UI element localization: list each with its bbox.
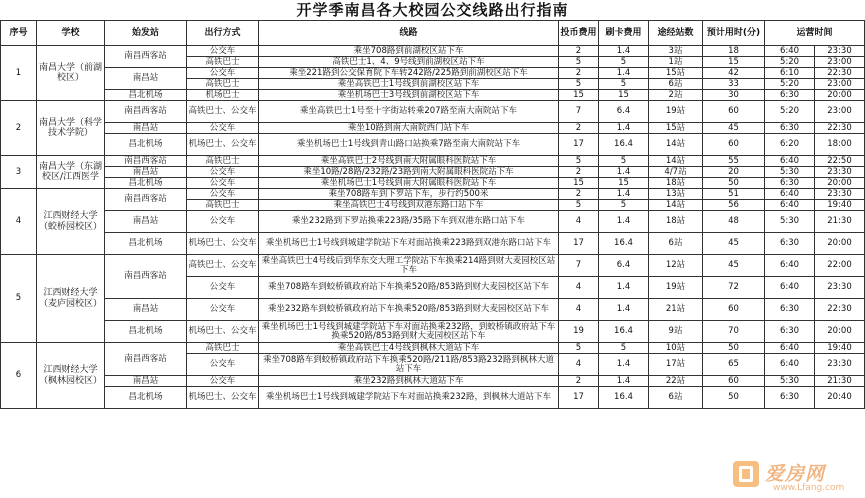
cell-route: 乘坐708路车到下罗站下车，步行约500米 <box>259 189 559 200</box>
cell-end: 22:50 <box>815 156 865 167</box>
table-row <box>1 376 865 387</box>
cell-time: 51 <box>703 189 765 200</box>
cell-card: 1.4 <box>599 189 649 200</box>
cell-mode: 高铁巴士 <box>187 343 259 354</box>
table-row <box>1 343 865 354</box>
cell-time: 33 <box>703 79 765 90</box>
cell-mode: 公交车 <box>187 123 259 134</box>
cell-mode: 公交车 <box>187 68 259 79</box>
cell-time: 42 <box>703 68 765 79</box>
cell-route: 乘坐高铁巴士4号线到枫林大道站下车 <box>259 343 559 354</box>
cell-start: 6:20 <box>765 134 815 156</box>
cell-end: 23:00 <box>815 79 865 90</box>
cell-end: 18:00 <box>815 134 865 156</box>
cell-mode: 公交车 <box>187 167 259 178</box>
cell-fare: 4 <box>559 277 599 299</box>
cell-fare: 17 <box>559 387 599 409</box>
cell-start: 6:40 <box>765 343 815 354</box>
cell-stops: 17站 <box>649 354 703 376</box>
cell-origin: 南昌站 <box>105 211 187 233</box>
cell-stops: 19站 <box>649 277 703 299</box>
cell-card: 6.4 <box>599 255 649 277</box>
cell-route: 乘坐机场巴士1号线到城建学院站下车对面站换乘232路，到枫林大道站下车 <box>259 387 559 409</box>
cell-end: 19:40 <box>815 343 865 354</box>
cell-fare: 2 <box>559 376 599 387</box>
cell-fare: 4 <box>559 299 599 321</box>
cell-route: 乘坐221路到公交保育院下车转242路/225路到前湖校区站下车 <box>259 68 559 79</box>
cell-card: 15 <box>599 90 649 101</box>
cell-time: 20 <box>703 167 765 178</box>
cell-origin: 昌北机场 <box>105 233 187 255</box>
table-row <box>1 211 865 233</box>
cell-origin: 南昌西客站 <box>105 156 187 167</box>
cell-end: 20:00 <box>815 233 865 255</box>
cell-mode: 高铁巴士 <box>187 200 259 211</box>
cell-time: 45 <box>703 123 765 134</box>
table-row <box>1 189 865 200</box>
header-hours: 运营时间 <box>765 21 865 46</box>
cell-seq: 2 <box>1 101 37 156</box>
cell-stops: 18站 <box>649 211 703 233</box>
cell-mode: 公交车 <box>187 189 259 200</box>
cell-time: 56 <box>703 200 765 211</box>
cell-start: 6:30 <box>765 387 815 409</box>
cell-stops: 1站 <box>649 57 703 68</box>
cell-seq: 1 <box>1 46 37 101</box>
cell-start: 5:20 <box>765 57 815 68</box>
cell-fare: 5 <box>559 57 599 68</box>
cell-route: 乘坐机场巴士1号线到青山路口站换乘7路至南大南院站下车 <box>259 134 559 156</box>
cell-seq: 3 <box>1 156 37 189</box>
cell-mode: 公交车 <box>187 299 259 321</box>
cell-start: 6:10 <box>765 68 815 79</box>
cell-stops: 22站 <box>649 376 703 387</box>
cell-stops: 9站 <box>649 321 703 343</box>
cell-end: 23:00 <box>815 57 865 68</box>
header-origin: 始发站 <box>105 21 187 46</box>
cell-stops: 19站 <box>649 101 703 123</box>
cell-origin: 南昌站 <box>105 167 187 178</box>
cell-stops: 2站 <box>649 90 703 101</box>
cell-origin: 昌北机场 <box>105 178 187 189</box>
cell-mode: 公交车 <box>187 354 259 376</box>
cell-card: 1.4 <box>599 354 649 376</box>
table-row <box>1 321 865 343</box>
cell-end: 23:30 <box>815 167 865 178</box>
cell-start: 6:40 <box>765 277 815 299</box>
header-fare: 投币费用 <box>559 21 599 46</box>
cell-fare: 19 <box>559 321 599 343</box>
cell-card: 15 <box>599 178 649 189</box>
cell-end: 23:30 <box>815 354 865 376</box>
cell-start: 6:40 <box>765 46 815 57</box>
cell-time: 60 <box>703 299 765 321</box>
cell-time: 48 <box>703 211 765 233</box>
cell-time: 50 <box>703 178 765 189</box>
page-title: 开学季南昌各大校园公交线路出行指南 <box>296 1 569 19</box>
cell-route: 高铁巴士1、4、9号线到前湖校区站下车 <box>259 57 559 68</box>
cell-start: 5:20 <box>765 79 815 90</box>
cell-mode: 机场巴士、公交车 <box>187 233 259 255</box>
cell-start: 6:30 <box>765 233 815 255</box>
cell-mode: 机场巴士、公交车 <box>187 134 259 156</box>
cell-origin: 南昌西客站 <box>105 189 187 211</box>
cell-stops: 18站 <box>649 178 703 189</box>
cell-mode: 公交车 <box>187 376 259 387</box>
cell-stops: 10站 <box>649 343 703 354</box>
cell-route: 乘坐708路车到蛟桥镇政府站下车换乘520路/211路/853路232路到枫林大道站下车 <box>259 354 559 376</box>
cell-start: 6:30 <box>765 123 815 134</box>
cell-stops: 3站 <box>649 46 703 57</box>
cell-school: 南昌大学（科学技术学院） <box>37 101 105 156</box>
table-row <box>1 387 865 409</box>
cell-fare: 2 <box>559 167 599 178</box>
bus-route-table <box>0 20 865 409</box>
cell-start: 6:30 <box>765 321 815 343</box>
cell-fare: 15 <box>559 178 599 189</box>
cell-mode: 高铁巴士、公交车 <box>187 255 259 277</box>
cell-time: 60 <box>703 376 765 387</box>
cell-time: 65 <box>703 354 765 376</box>
cell-fare: 2 <box>559 123 599 134</box>
cell-route: 乘坐10路/28路/232路/23路到南大附属眼科医院站下车 <box>259 167 559 178</box>
cell-card: 1.4 <box>599 46 649 57</box>
table-row <box>1 178 865 189</box>
cell-start: 5:20 <box>765 101 815 123</box>
cell-card: 1.4 <box>599 68 649 79</box>
cell-fare: 5 <box>559 200 599 211</box>
cell-end: 20:00 <box>815 321 865 343</box>
header-time: 预计用时(分) <box>703 21 765 46</box>
watermark-name: 爱房网 <box>765 463 826 485</box>
cell-start: 6:40 <box>765 189 815 200</box>
cell-time: 45 <box>703 233 765 255</box>
cell-fare: 2 <box>559 46 599 57</box>
cell-stops: 15站 <box>649 123 703 134</box>
cell-school: 江西财经大学（蛟桥园校区） <box>37 189 105 255</box>
cell-card: 1.4 <box>599 299 649 321</box>
cell-end: 23:30 <box>815 46 865 57</box>
cell-card: 6.4 <box>599 101 649 123</box>
cell-school: 江西财经大学（枫林园校区） <box>37 343 105 409</box>
watermark <box>733 459 859 495</box>
cell-time: 72 <box>703 277 765 299</box>
table-row <box>1 90 865 101</box>
cell-route: 乘坐232路车到蛟桥镇政府站下车换乘520路/853路到财大麦园校区站下车 <box>259 299 559 321</box>
cell-route: 乘坐708路车到蛟桥镇政府站下车换乘520路/853路到财大麦园校区站下车 <box>259 277 559 299</box>
cell-fare: 7 <box>559 101 599 123</box>
table-row <box>1 167 865 178</box>
cell-card: 1.4 <box>599 376 649 387</box>
cell-mode: 机场巴士、公交车 <box>187 321 259 343</box>
table-row <box>1 123 865 134</box>
house-logo-icon <box>733 461 759 487</box>
table-row <box>1 156 865 167</box>
cell-seq: 6 <box>1 343 37 409</box>
cell-stops: 14站 <box>649 156 703 167</box>
cell-time: 60 <box>703 134 765 156</box>
cell-fare: 5 <box>559 156 599 167</box>
cell-origin: 南昌站 <box>105 376 187 387</box>
table-row <box>1 46 865 57</box>
cell-end: 22:30 <box>815 123 865 134</box>
cell-card: 5 <box>599 200 649 211</box>
cell-card: 1.4 <box>599 277 649 299</box>
cell-route: 乘坐高铁巴士1号至十字街站转乘207路至南大南院站下车 <box>259 101 559 123</box>
cell-seq: 4 <box>1 189 37 255</box>
table-row <box>1 101 865 123</box>
cell-origin: 昌北机场 <box>105 321 187 343</box>
table-row <box>1 68 865 79</box>
cell-origin: 南昌站 <box>105 68 187 90</box>
cell-time: 55 <box>703 156 765 167</box>
table-row <box>1 255 865 277</box>
cell-fare: 17 <box>559 233 599 255</box>
cell-route: 乘坐机场巴士1号线到城建学院站下车对面站换乘232路，到蛟桥镇政府站下车换乘520路/853路到财大麦园校区站下车 <box>259 321 559 343</box>
cell-fare: 2 <box>559 189 599 200</box>
cell-card: 16.4 <box>599 321 649 343</box>
cell-school: 江西财经大学（麦庐园校区） <box>37 255 105 343</box>
table-row <box>1 134 865 156</box>
cell-card: 5 <box>599 343 649 354</box>
cell-origin: 昌北机场 <box>105 387 187 409</box>
cell-route: 乘坐10路到南大南院西门站下车 <box>259 123 559 134</box>
cell-start: 5:30 <box>765 211 815 233</box>
cell-route: 乘坐高铁巴士4号线后到华东交大理工学院站下车换乘214路到财大麦园校区站下车 <box>259 255 559 277</box>
cell-start: 6:40 <box>765 255 815 277</box>
cell-mode: 高铁巴士 <box>187 156 259 167</box>
cell-card: 16.4 <box>599 134 649 156</box>
cell-time: 45 <box>703 255 765 277</box>
cell-card: 5 <box>599 79 649 90</box>
cell-end: 22:30 <box>815 299 865 321</box>
cell-mode: 高铁巴士 <box>187 57 259 68</box>
cell-stops: 6站 <box>649 387 703 409</box>
cell-end: 22:00 <box>815 255 865 277</box>
cell-card: 5 <box>599 156 649 167</box>
cell-origin: 南昌西客站 <box>105 343 187 376</box>
cell-time: 15 <box>703 57 765 68</box>
cell-end: 21:30 <box>815 211 865 233</box>
cell-end: 20:00 <box>815 90 865 101</box>
cell-start: 5:30 <box>765 376 815 387</box>
cell-school: 南昌大学（东湖校区/江西医学 <box>37 156 105 189</box>
cell-stops: 15站 <box>649 68 703 79</box>
cell-fare: 7 <box>559 255 599 277</box>
cell-card: 1.4 <box>599 123 649 134</box>
cell-end: 23:00 <box>815 101 865 123</box>
cell-school: 南昌大学（前湖校区） <box>37 46 105 101</box>
cell-time: 18 <box>703 46 765 57</box>
cell-fare: 5 <box>559 343 599 354</box>
cell-stops: 4/7站 <box>649 167 703 178</box>
cell-stops: 6站 <box>649 233 703 255</box>
cell-time: 50 <box>703 343 765 354</box>
cell-origin: 南昌西客站 <box>105 101 187 123</box>
header-stops: 途经站数 <box>649 21 703 46</box>
cell-time: 60 <box>703 101 765 123</box>
cell-seq: 5 <box>1 255 37 343</box>
cell-end: 20:40 <box>815 387 865 409</box>
cell-route: 乘坐机场巴士1号线到城建学院站下车对面站换乘223路到双港东路口站下车 <box>259 233 559 255</box>
header-seq: 序号 <box>1 21 37 46</box>
cell-fare: 4 <box>559 211 599 233</box>
cell-mode: 公交车 <box>187 46 259 57</box>
cell-stops: 13站 <box>649 189 703 200</box>
cell-start: 6:40 <box>765 156 815 167</box>
cell-route: 乘坐232路到下罗站换乘223路/35路下车到双港东路口站下车 <box>259 211 559 233</box>
cell-origin: 昌北机场 <box>105 90 187 101</box>
cell-origin: 南昌站 <box>105 299 187 321</box>
cell-fare: 4 <box>559 354 599 376</box>
cell-mode: 高铁巴士、公交车 <box>187 101 259 123</box>
cell-card: 16.4 <box>599 387 649 409</box>
cell-route: 乘坐高铁巴士4号线到双港东路口站下车 <box>259 200 559 211</box>
cell-fare: 5 <box>559 79 599 90</box>
cell-start: 5:30 <box>765 167 815 178</box>
cell-stops: 21站 <box>649 299 703 321</box>
cell-mode: 机场巴士 <box>187 90 259 101</box>
cell-mode: 高铁巴士 <box>187 79 259 90</box>
cell-mode: 公交车 <box>187 211 259 233</box>
cell-fare: 17 <box>559 134 599 156</box>
cell-stops: 14站 <box>649 200 703 211</box>
cell-card: 5 <box>599 57 649 68</box>
cell-origin: 南昌西客站 <box>105 255 187 299</box>
cell-route: 乘坐高铁巴士2号线到南大附属眼科医院站下车 <box>259 156 559 167</box>
table-row <box>1 299 865 321</box>
cell-start: 6:30 <box>765 299 815 321</box>
cell-route: 乘坐232路到枫林大道站下车 <box>259 376 559 387</box>
cell-end: 23:30 <box>815 189 865 200</box>
cell-route: 乘坐高铁巴士1号线到前湖校区站下车 <box>259 79 559 90</box>
cell-card: 16.4 <box>599 233 649 255</box>
cell-end: 21:30 <box>815 376 865 387</box>
cell-route: 乘坐机场巴士3号线到前湖校区站下车 <box>259 90 559 101</box>
cell-origin: 南昌西客站 <box>105 46 187 68</box>
cell-fare: 2 <box>559 68 599 79</box>
cell-time: 50 <box>703 387 765 409</box>
cell-start: 6:30 <box>765 178 815 189</box>
cell-card: 1.4 <box>599 167 649 178</box>
cell-stops: 14站 <box>649 134 703 156</box>
cell-end: 20:00 <box>815 178 865 189</box>
cell-stops: 6站 <box>649 79 703 90</box>
header-mode: 出行方式 <box>187 21 259 46</box>
cell-mode: 机场巴士、公交车 <box>187 387 259 409</box>
cell-end: 19:40 <box>815 200 865 211</box>
cell-origin: 南昌站 <box>105 123 187 134</box>
cell-start: 6:40 <box>765 200 815 211</box>
header-school: 学校 <box>37 21 105 46</box>
cell-start: 6:30 <box>765 90 815 101</box>
cell-end: 22:30 <box>815 68 865 79</box>
header-route: 线路 <box>259 21 559 46</box>
watermark-url: www.Lfang.com <box>773 483 845 493</box>
cell-stops: 12站 <box>649 255 703 277</box>
header-card: 刷卡费用 <box>599 21 649 46</box>
cell-end: 23:30 <box>815 277 865 299</box>
cell-time: 70 <box>703 321 765 343</box>
table-row <box>1 233 865 255</box>
cell-mode: 公交车 <box>187 277 259 299</box>
cell-origin: 昌北机场 <box>105 134 187 156</box>
cell-route: 乘坐机场巴士1号线到南大附属眼科医院站下车 <box>259 178 559 189</box>
cell-card: 1.4 <box>599 211 649 233</box>
cell-fare: 15 <box>559 90 599 101</box>
cell-time: 30 <box>703 90 765 101</box>
cell-route: 乘坐708路到前湖校区站下车 <box>259 46 559 57</box>
cell-mode: 公交车 <box>187 178 259 189</box>
cell-start: 6:40 <box>765 354 815 376</box>
